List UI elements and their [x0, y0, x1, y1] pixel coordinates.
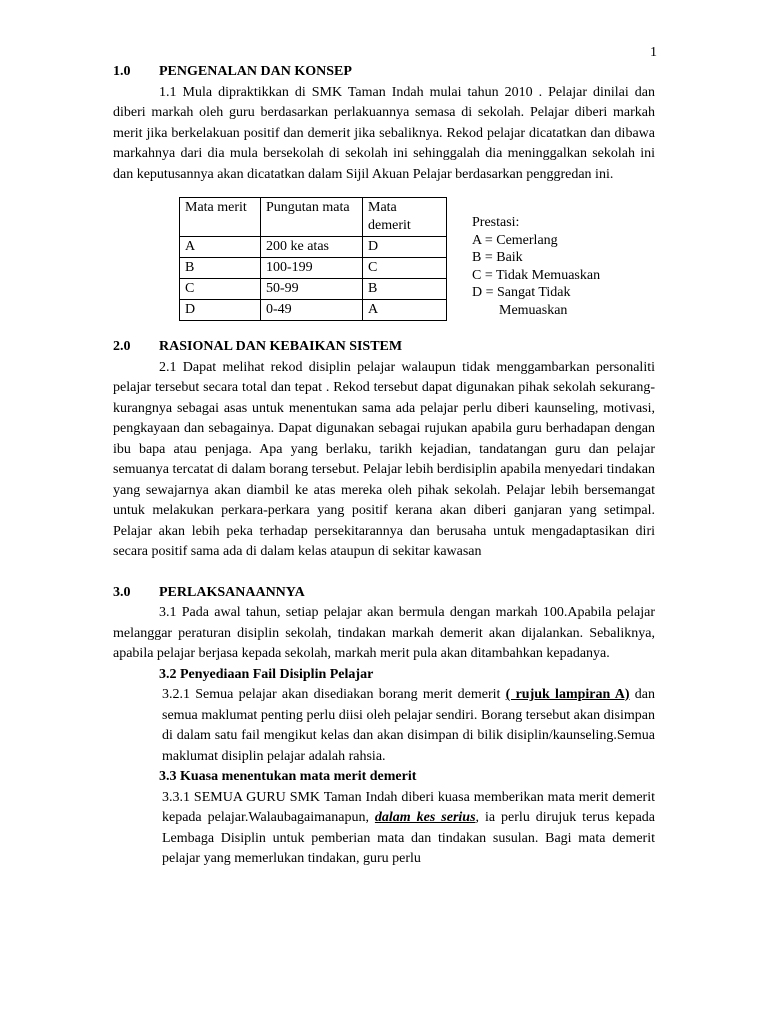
subsection-3-2-heading: 3.2 Penyediaan Fail Disiplin Pelajar: [159, 666, 374, 682]
table-cell: 50-99: [261, 279, 363, 300]
section-2-title: RASIONAL DAN KEBAIKAN SISTEM: [159, 339, 403, 354]
paragraph-3-3-1: [113, 788, 655, 870]
paragraph-1-1: 1.1 Mula dipraktikkan di SMK Taman Indah mulai tahun 2010 . Pelajar dinilai dan diberi markah oleh guru berdasarkan perlakuannya semasa di sekolah. Pelajar diberi markah merit jika berkelakuan positif dan demerit jika sebaliknya. Rekod pelajar dicatatkan dan dibawa markahnya dari dia mula bersekolah di sekolah ini sehinggalah dia meninggalkan sekolah ini dan keputusannya akan dicatatkan dalam Sijil Akuan Pelajar berdasarkan penggredan ini.: [113, 84, 655, 182]
paragraph-3-2-1: [113, 685, 655, 767]
table-cell: C: [363, 258, 447, 279]
table-cell: B: [363, 279, 447, 300]
merit-grade-table: [179, 197, 447, 321]
table-cell: 0-49: [261, 300, 363, 321]
paragraph-3-1: 3.1 Pada awal tahun, setiap pelajar akan bermula dengan markah 100.Apabila pelajar melanggar peraturan disiplin sekolah, tindakan markah demerit akan dijalankan. Sebaliknya, apabila pelajar berjasa kepada sekolah, markah merit pula akan ditambahkan kepadanya.: [113, 605, 655, 661]
table-header-row: [180, 198, 447, 237]
table-header-cell: Mata merit: [180, 198, 261, 237]
section-2-number: 2.0: [113, 339, 131, 354]
table-row: [180, 300, 447, 321]
paragraph-3-2-1-text: 3.2.1 Semua pelajar akan disediakan borang merit demerit: [162, 687, 506, 702]
legend-item: A = Cemerlang: [472, 232, 558, 248]
table-cell: D: [363, 237, 447, 258]
table-row: [180, 279, 447, 300]
table-row: [180, 258, 447, 279]
section-1-title: PENGENALAN DAN KONSEP: [159, 64, 352, 79]
document-body: [113, 62, 655, 870]
paragraph-3-3-1-text-cont: , ia perlu dirujuk terus kepada Lembaga Disiplin untuk pemberian mata dan tindakan susulan. Bagi mata demerit pelajar yang memerlukan tindakan, guru perlu: [162, 810, 655, 866]
table-cell: 200 ke atas: [261, 237, 363, 258]
legend-title: Prestasi:: [472, 215, 520, 230]
paragraph-3-3-1-text: 3.3.1 SEMUA GURU SMK Taman Indah diberi kuasa memberikan mata merit demerit kepada pelajar.Walaubagaimanapun,: [162, 789, 655, 825]
table-cell: D: [180, 300, 261, 321]
performance-legend: [472, 214, 600, 319]
section-1-heading: [113, 62, 655, 83]
table-header-cell: Mata demerit: [363, 198, 447, 237]
emphasis-serious-cases: dalam kes serius: [374, 810, 476, 825]
section-3-number: 3.0: [113, 584, 131, 600]
grading-area: [113, 197, 655, 325]
table-cell: C: [180, 279, 261, 300]
table-cell: A: [363, 300, 447, 321]
table-header-cell: Pungutan mata: [261, 198, 363, 237]
section-3-heading: [113, 583, 655, 604]
table-row: [180, 237, 447, 258]
table-cell: A: [180, 237, 261, 258]
table-cell: B: [180, 258, 261, 279]
legend-item-continuation: Memuaskan: [499, 302, 568, 318]
paragraph-3-2-1-text-cont: dan semua maklumat penting perlu diisi oleh pelajar sendiri. Borang tersebut akan disimpan di dalam satu fail mengikut kelas dan akan disimpan di bilik disiplin/kaunseling.Semua maklumat disiplin pelajar adalah rahsia.: [162, 687, 655, 764]
legend-item: B = Baik: [472, 250, 523, 265]
paragraph-2-1: 2.1 Dapat melihat rekod disiplin pelajar walaupun tidak menggambarkan personaliti pelajar tersebut secara total dan tepat . Rekod tersebut dapat digunakan pihak sekolah sekurang-kurangnya sebagai asas untuk menentukan sama ada pelajar perlu diberi kaunseling, motivasi, pengkayaan dan sebagainya. Dapat digunakan sebagai rujukan apabila guru berhadapan dengan ibu bapa atau penjaga. Apa yang berlaku, tarikh kejadian, tandatangan guru dan pelajar semuanya tercatat di dalam borang tersebut. Pelajar lebih berdisiplin apabila menyedari tindakan yang sewajarnya akan diambil ke atas mereka oleh pihak sekolah. Pelajar lebih bersemangat untuk melakukan perkara-perkara yang positif kerana akan diberi ganjaran yang setimpal. Pelajar akan lebih peka terhadap persekitarannya dan berusaha untuk mengadaptasikan diri secara positif sama ada di dalam kelas ataupun di sekitar kawasan: [113, 359, 655, 559]
section-1-number: 1.0: [113, 64, 131, 79]
appendix-reference: ( rujuk lampiran A): [505, 687, 630, 702]
page-number: 1: [650, 45, 657, 60]
section-3-title: PERLAKSANAANNYA: [159, 584, 305, 600]
section-2-heading: [113, 337, 655, 358]
legend-item: D = Sangat Tidak: [472, 285, 571, 300]
subsection-3-3-heading: 3.3 Kuasa menentukan mata merit demerit: [159, 769, 417, 784]
table-cell: 100-199: [261, 258, 363, 279]
legend-item: C = Tidak Memuaskan: [472, 267, 601, 283]
